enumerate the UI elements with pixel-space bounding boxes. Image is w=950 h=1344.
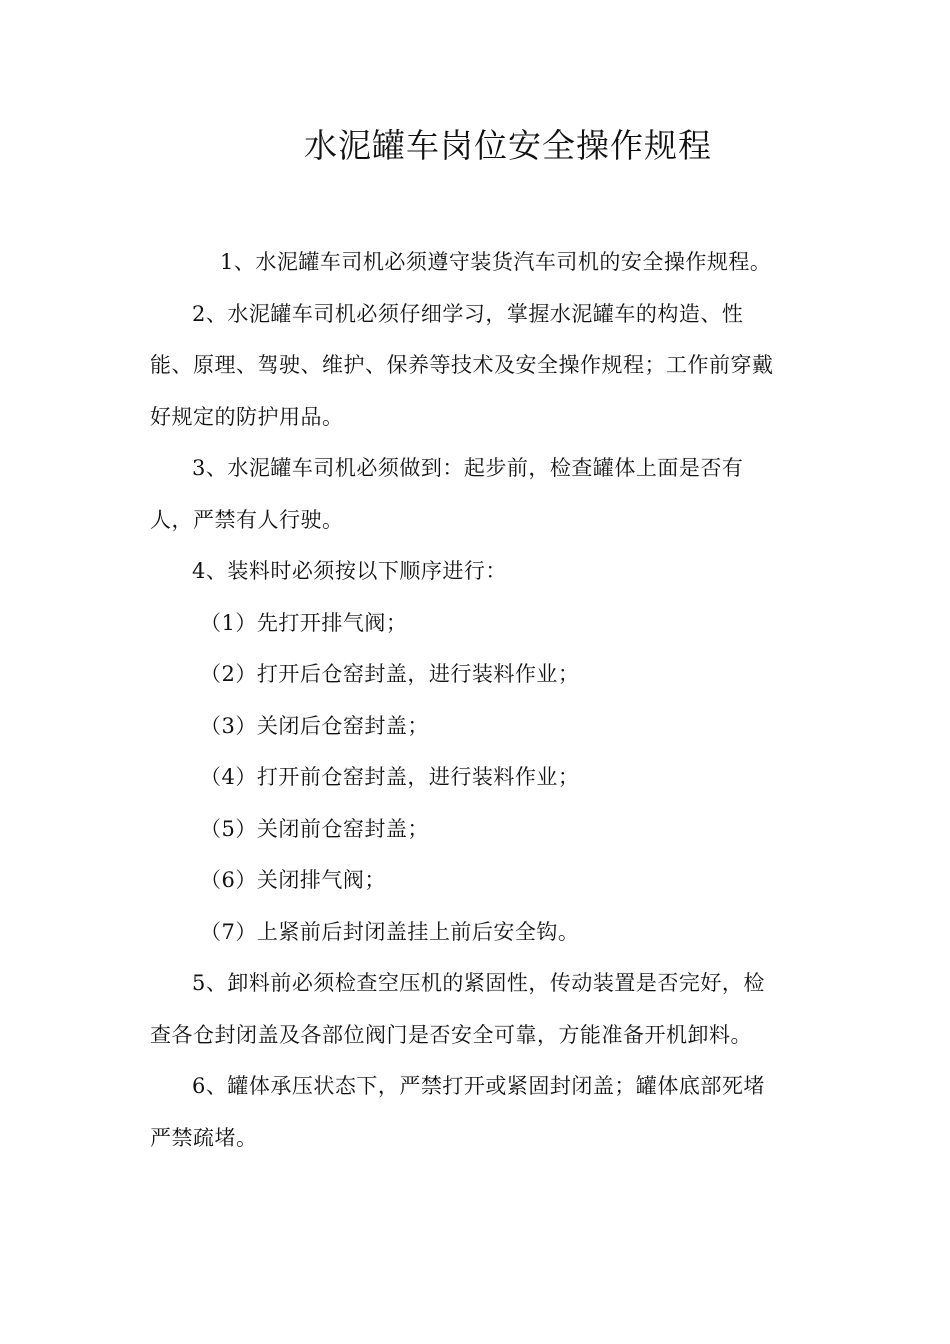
rule-4-step-5: （5）关闭前仓窑封盖； — [200, 816, 429, 841]
rule-5-line-2: 查各仓封闭盖及各部位阀门是否安全可靠，方能准备开机卸料。 — [150, 1022, 752, 1047]
rule-1-line: 1、水泥罐车司机必须遵守装货汽车司机的安全操作规程。 — [220, 250, 772, 274]
rule-4-step-2: （2）打开后仓窑封盖，进行装料作业； — [200, 662, 580, 686]
rule-4-step-7: （7）上紧前后封闭盖挂上前后安全钩。 — [200, 919, 580, 944]
rule-2-line-1: 2、水泥罐车司机必须仔细学习，掌握水泥罐车的构造、性 — [192, 301, 744, 326]
rule-5-line-1: 5、卸料前必须检查空压机的紧固性，传动装置是否完好，检 — [192, 971, 765, 995]
rule-2-line-2: 能、原理、驾驶、维护、保养等技术及安全操作规程；工作前穿戴 — [150, 353, 774, 377]
rule-4-step-1: （1）先打开排气阀； — [200, 610, 408, 635]
rule-3-line-1: 3、水泥罐车司机必须做到：起步前，检查罐体上面是否有 — [192, 456, 744, 480]
rule-3-line-2: 人，严禁有人行驶。 — [150, 507, 344, 532]
page-title: 水泥罐车岗位安全操作规程 — [304, 126, 712, 165]
rule-6-line-2: 严禁疏堵。 — [150, 1125, 258, 1150]
rule-4-line: 4、装料时必须按以下顺序进行： — [192, 559, 507, 583]
rule-4-step-6: （6）关闭排气阀； — [200, 868, 386, 892]
rule-2-line-3: 好规定的防护用品。 — [150, 404, 344, 429]
rule-4-step-4: （4）打开前仓窑封盖，进行装料作业； — [200, 765, 580, 789]
document-body — [150, 237, 810, 1164]
rule-6-line-1: 6、罐体承压状态下，严禁打开或紧固封闭盖；罐体底部死堵 — [192, 1074, 765, 1098]
rule-4-step-3: （3）关闭后仓窑封盖； — [200, 713, 429, 738]
